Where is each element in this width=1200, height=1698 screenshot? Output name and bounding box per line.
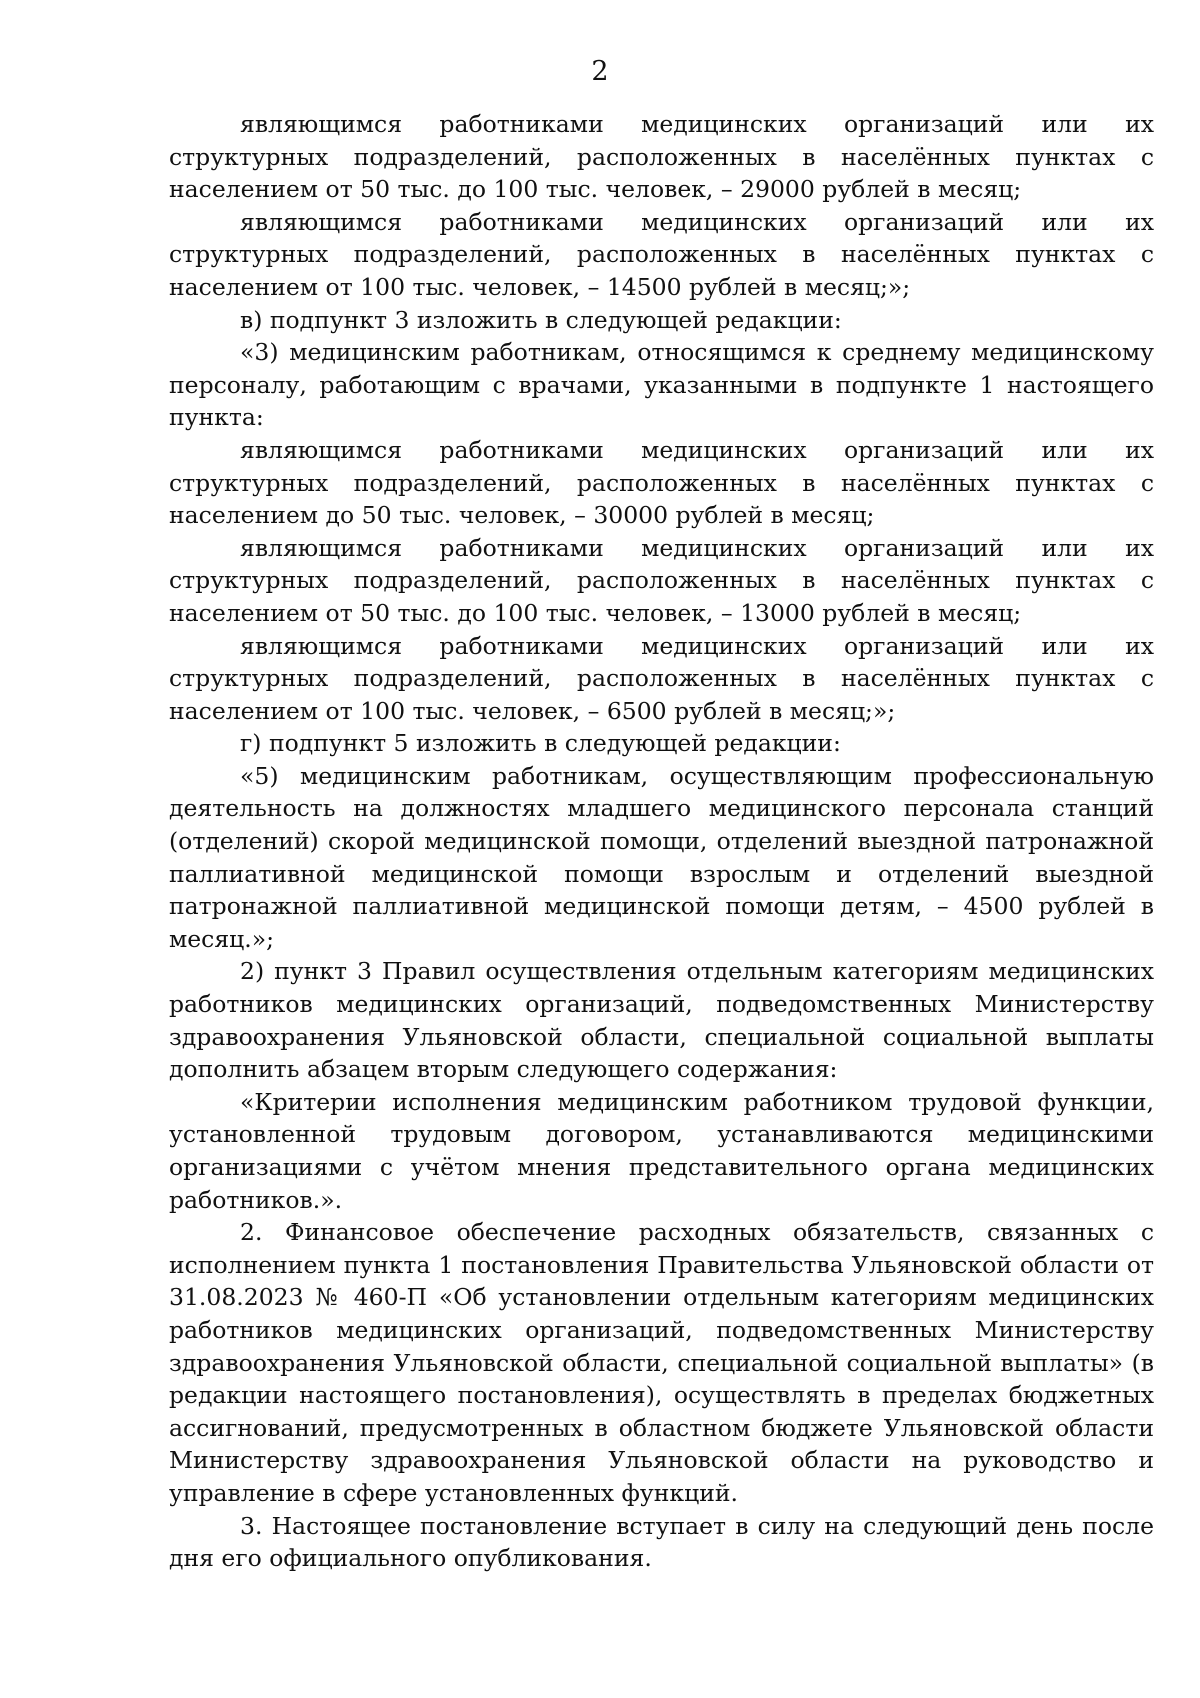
document-body: [169, 108, 1154, 1575]
paragraph: 3. Настоящее постановление вступает в силу на следующий день после дня его официального опубликования.: [169, 1511, 1154, 1573]
paragraph: г) подпункт 5 изложить в следующей редакции:: [240, 729, 841, 758]
paragraph: 2. Финансовое обеспечение расходных обязательств, связанных с исполнением пункта 1 постановления Правительства Ульяновской области от 31.08.2023 № 460-П «Об установлении отдельным категориям медицинских работников медицинских организаций, подведомственных Министерству здравоохранения Ульяновской области, специальной социальной выплаты» (в редакции настоящего постановления), осуществлять в пределах бюджетных ассигнований, предусмотренных в областном бюджете Ульяновской области Министерству здравоохранения Ульяновской области на руководство и управление в сфере установленных функций.: [169, 1218, 1154, 1507]
paragraph: являющимся работниками медицинских организаций или их структурных подразделений, расположенных в населённых пунктах с населением от 50 тыс. до 100 тыс. человек, – 13000 рублей в месяц;: [169, 533, 1154, 627]
paragraph: «Критерии исполнения медицинским работником трудовой функции, установленной трудовым договором, устанавливаются медицинскими организациями с учётом мнения представительного органа медицинских работников.».: [169, 1087, 1154, 1214]
paragraph: 2) пункт 3 Правил осуществления отдельным категориям медицинских работников медицинских организаций, подведомственных Министерству здравоохранения Ульяновской области, специальной социальной выплаты дополнить абзацем вторым следующего содержания:: [169, 957, 1154, 1084]
paragraph: «5) медицинским работникам, осуществляющим профессиональную деятельность на должностях младшего медицинского персонала станций (отделений) скорой медицинской помощи, отделений выездной патронажной паллиативной медицинской помощи взрослым и отделений выездной патронажной паллиативной медицинской помощи детям, – 4500 рублей в месяц.»;: [169, 761, 1154, 953]
paragraph: в) подпункт 3 изложить в следующей редакции:: [240, 305, 842, 334]
paragraph: являющимся работниками медицинских организаций или их структурных подразделений, расположенных в населённых пунктах с населением от 100 тыс. человек, – 14500 рублей в месяц;»;: [169, 207, 1154, 301]
paragraph: «3) медицинским работникам, относящимся к среднему медицинскому персоналу, работающим с врачами, указанными в подпункте 1 настоящего пункта:: [169, 338, 1154, 432]
paragraph: являющимся работниками медицинских организаций или их структурных подразделений, расположенных в населённых пунктах с населением от 100 тыс. человек, – 6500 рублей в месяц;»;: [169, 631, 1154, 725]
paragraph: являющимся работниками медицинских организаций или их структурных подразделений, расположенных в населённых пунктах с населением до 50 тыс. человек, – 30000 рублей в месяц;: [169, 435, 1154, 530]
page-number: 2: [591, 56, 609, 87]
paragraph: являющимся работниками медицинских организаций или их структурных подразделений, расположенных в населённых пунктах с населением от 50 тыс. до 100 тыс. человек, – 29000 рублей в месяц;: [169, 110, 1154, 204]
